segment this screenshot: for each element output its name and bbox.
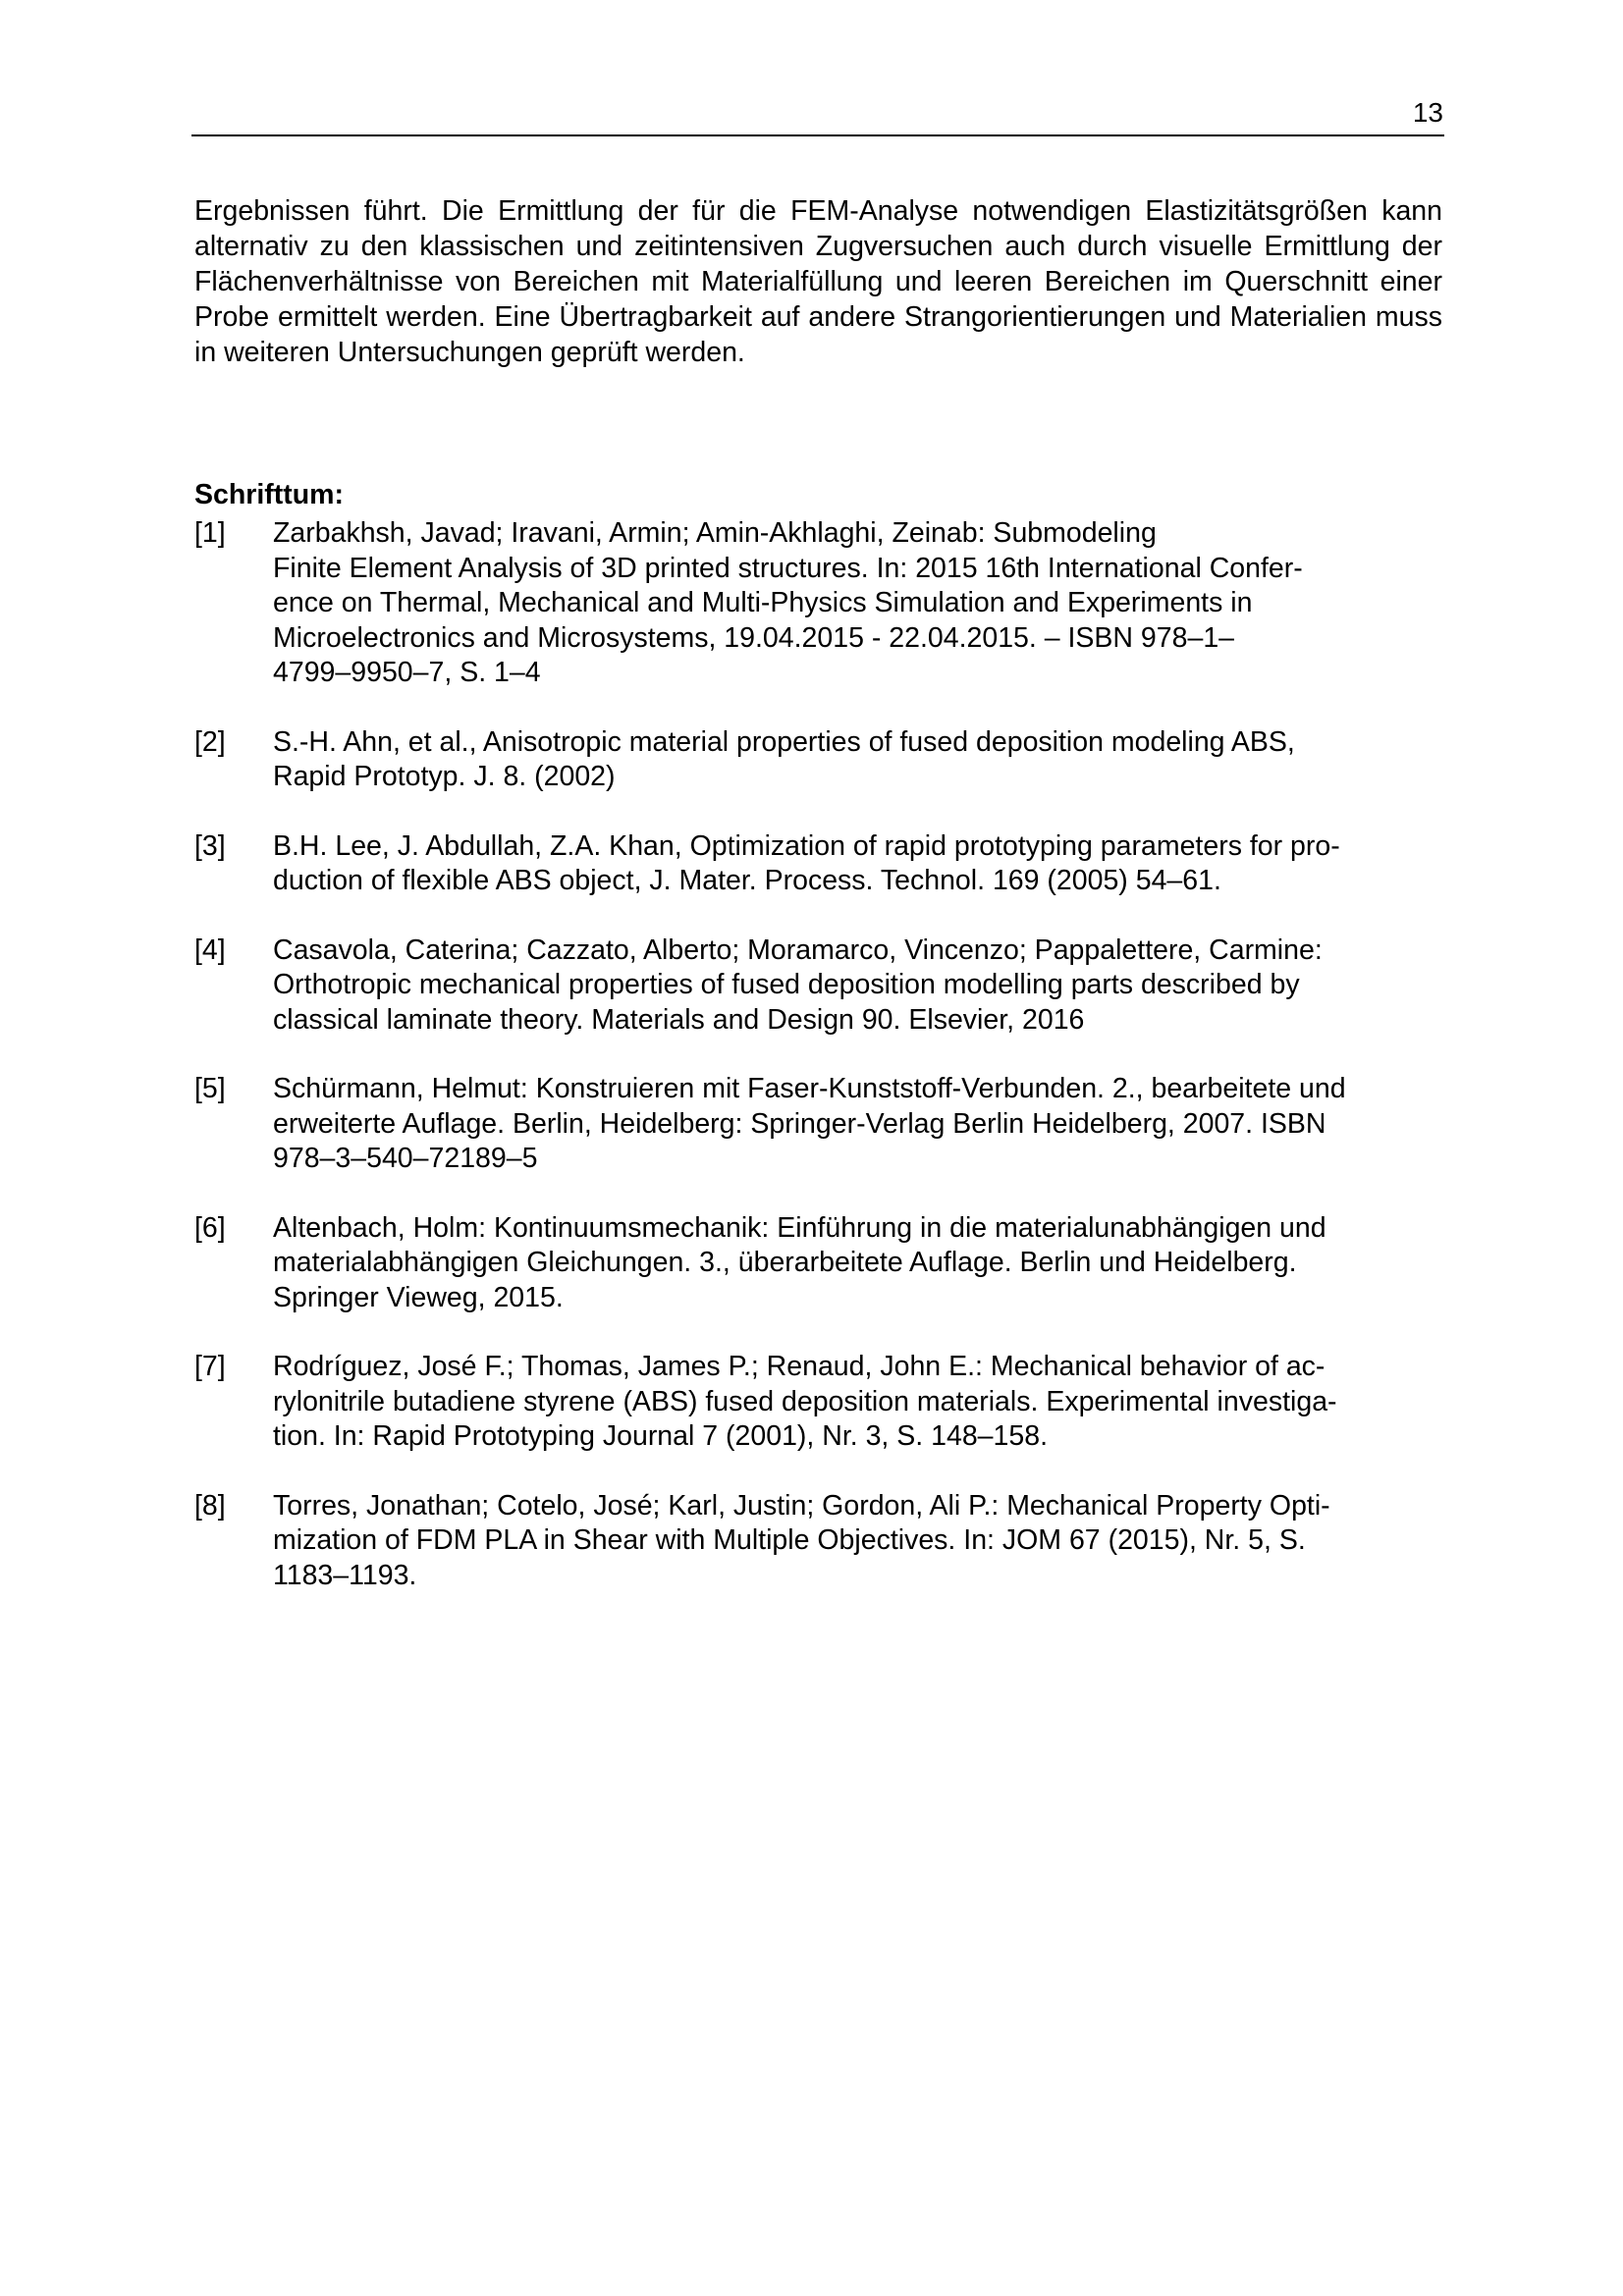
reference-line: Rapid Prototyp. J. 8. (2002): [273, 761, 616, 792]
reference-list: [194, 516, 1461, 1593]
page-number: 13: [1412, 97, 1443, 128]
reference-line: mization of FDM PLA in Shear with Multiple Objectives. In: JOM 67 (2015), Nr. 5, S.: [273, 1524, 1306, 1556]
reference-line: Altenbach, Holm: Kontinuumsmechanik: Einführung in die materialunabhängigen und: [273, 1211, 1326, 1244]
reference-text: [273, 1211, 1461, 1316]
reference-text: [273, 1489, 1461, 1594]
reference-line: Rodríguez, José F.; Thomas, James P.; Renaud, John E.: Mechanical behavior of ac-: [273, 1351, 1325, 1382]
reference-text: [273, 725, 1461, 795]
reference-item-7: [194, 1350, 1461, 1455]
reference-line: Springer Vieweg, 2015.: [273, 1281, 564, 1313]
reference-line: ence on Thermal, Mechanical and Multi-Physics Simulation and Experiments in: [273, 587, 1253, 618]
reference-item-2: [194, 725, 1461, 795]
reference-line: Microelectronics and Microsystems, 19.04.2015 - 22.04.2015. – ISBN 978–1–: [273, 621, 1235, 654]
reference-line: B.H. Lee, J. Abdullah, Z.A. Khan, Optimization of rapid prototyping parameters for pro-: [273, 829, 1340, 862]
reference-line: 4799–9950–7, S. 1–4: [273, 657, 541, 688]
reference-item-6: [194, 1211, 1461, 1316]
reference-line: Finite Element Analysis of 3D printed structures. In: 2015 16th International Confer-: [273, 552, 1303, 584]
reference-number: [6]: [194, 1211, 226, 1244]
reference-text: [273, 829, 1461, 899]
reference-line: rylonitrile butadiene styrene (ABS) fused deposition materials. Experimental investiga-: [273, 1385, 1337, 1417]
reference-number: [7]: [194, 1351, 226, 1382]
reference-line: erweiterte Auflage. Berlin, Heidelberg: Springer-Verlag Berlin Heidelberg, 2007. ISBN: [273, 1107, 1326, 1140]
reference-line: Zarbakhsh, Javad; Iravani, Armin; Amin-Akhlaghi, Zeinab: Submodeling: [273, 517, 1157, 549]
intro-paragraph: Ergebnissen führt. Die Ermittlung der für die FEM-Analyse notwendigen Elastizitätsgrößen kann alternativ zu den klassischen und zeitintensiven Zugversuchen auch durch visuelle Ermittlung der Flächenverhältnisse von Bereichen mit Materialfüllung und leeren Bereichen im Querschnitt einer Probe ermittelt werden. Eine Übertragbarkeit auf andere Strangorientierungen und Materialien muss in weiteren Untersuchungen geprüft werden.: [194, 195, 1442, 368]
reference-item-8: [194, 1489, 1461, 1594]
reference-number: [5]: [194, 1073, 226, 1104]
reference-line: 1183–1193.: [273, 1559, 417, 1591]
reference-line: Torres, Jonathan; Cotelo, José; Karl, Justin; Gordon, Ali P.: Mechanical Property Opti-: [273, 1489, 1330, 1522]
reference-line: 978–3–540–72189–5: [273, 1143, 538, 1174]
reference-line: S.-H. Ahn, et al., Anisotropic material properties of fused deposition modeling ABS,: [273, 725, 1295, 758]
reference-number: [1]: [194, 517, 226, 549]
references-heading: Schrifttum:: [194, 479, 344, 510]
reference-line: Casavola, Caterina; Cazzato, Alberto; Moramarco, Vincenzo; Pappalettere, Carmine:: [273, 934, 1323, 966]
reference-line: duction of flexible ABS object, J. Mater. Process. Technol. 169 (2005) 54–61.: [273, 865, 1221, 896]
header-rule: [191, 134, 1444, 136]
reference-text: [273, 1350, 1461, 1455]
reference-line: Schürmann, Helmut: Konstruieren mit Faser-Kunststoff-Verbunden. 2., bearbeitete und: [273, 1073, 1346, 1104]
reference-item-1: [194, 516, 1461, 691]
reference-number: [8]: [194, 1489, 226, 1522]
reference-number: [3]: [194, 829, 226, 862]
reference-line: materialabhängigen Gleichungen. 3., überarbeitete Auflage. Berlin und Heidelberg.: [273, 1247, 1297, 1278]
reference-line: Orthotropic mechanical properties of fused deposition modelling parts described by: [273, 969, 1300, 1000]
reference-item-5: [194, 1072, 1461, 1177]
reference-text: [273, 1072, 1461, 1177]
reference-line: tion. In: Rapid Prototyping Journal 7 (2001), Nr. 3, S. 148–158.: [273, 1420, 1048, 1452]
reference-item-3: [194, 829, 1461, 899]
reference-line: classical laminate theory. Materials and Design 90. Elsevier, 2016: [273, 1003, 1085, 1036]
reference-text: [273, 934, 1461, 1039]
reference-item-4: [194, 934, 1461, 1039]
reference-number: [4]: [194, 934, 226, 966]
reference-number: [2]: [194, 725, 226, 758]
reference-text: [273, 516, 1461, 691]
